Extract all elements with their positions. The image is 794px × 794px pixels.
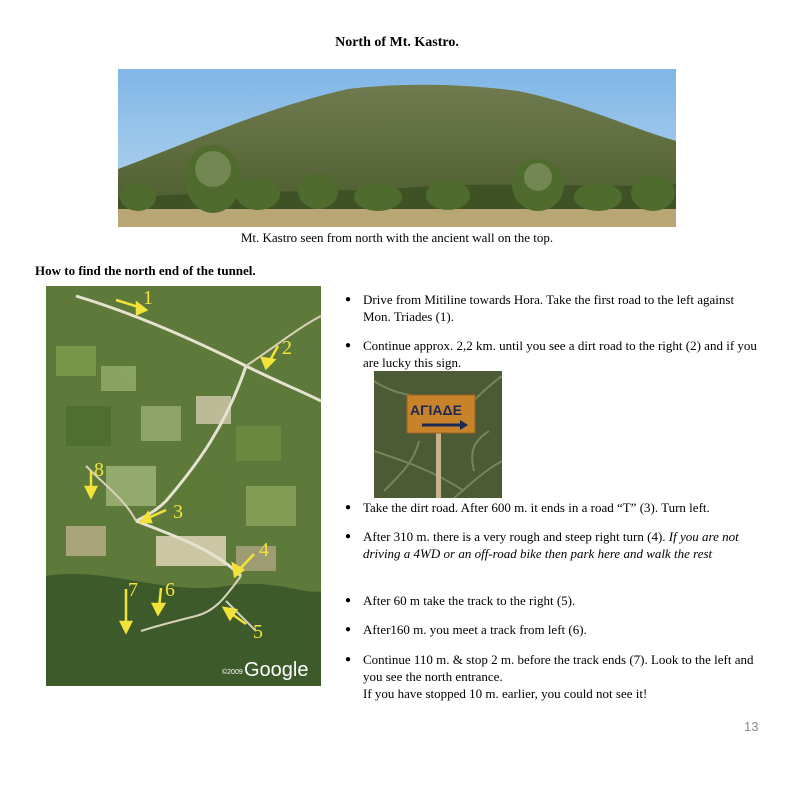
bullet-icon: ● — [345, 624, 352, 635]
map-marker-5: 5 — [253, 621, 263, 643]
bullet-icon: ● — [345, 294, 352, 305]
step-6-text: After160 m. you meet a track from left (6). — [363, 622, 587, 637]
satellite-map — [46, 286, 321, 686]
step-5-text: After 60 m take the track to the right (5). — [363, 593, 576, 608]
map-marker-4: 4 — [259, 539, 269, 561]
map-marker-2: 2 — [282, 337, 292, 359]
sign-text: ΑΓΙΑΔΕ — [410, 402, 462, 418]
map-marker-7: 7 — [128, 579, 138, 601]
step-1-text: Drive from Mitiline towards Hora. Take the first road to the left against Mon. Triades (1). — [363, 292, 735, 324]
sign-photo — [374, 371, 502, 498]
step-4-text: After 310 m. there is a very rough and steep right turn (4). — [363, 529, 666, 544]
bullet-icon: ● — [345, 531, 352, 542]
bullet-icon: ● — [345, 595, 352, 606]
mt-kastro-photo — [118, 69, 676, 227]
step-7-extra: If you have stopped 10 m. earlier, you could not see it! — [363, 686, 648, 701]
section-heading: How to find the north end of the tunnel. — [35, 263, 256, 278]
page-number: 13 — [744, 719, 759, 734]
step-4-note: If you are not driving a 4WD or an off-road bike then park here and walk the rest — [363, 529, 739, 561]
step-7-text: Continue 110 m. & stop 2 m. before the track ends (7). Look to the left and you see the north entrance. — [363, 652, 754, 684]
map-marker-6: 6 — [165, 579, 175, 601]
map-marker-8: 8 — [94, 459, 104, 481]
page-title: North of Mt. Kastro. — [335, 35, 459, 50]
google-watermark: Google — [244, 659, 309, 681]
bullet-icon: ● — [345, 340, 352, 351]
map-marker-3: 3 — [173, 501, 183, 523]
step-3-text: Take the dirt road. After 600 m. it ends in a road “T” (3). Turn left. — [363, 500, 710, 515]
photo-caption: Mt. Kastro seen from north with the ancient wall on the top. — [240, 230, 554, 245]
map-marker-1: 1 — [143, 287, 153, 309]
step-2-text: Continue approx. 2,2 km. until you see a dirt road to the right (2) and if you are lucky this sign. — [363, 338, 757, 370]
bullet-icon: ● — [345, 502, 352, 513]
map-copyright: ©2009 — [222, 669, 243, 676]
bullet-icon: ● — [345, 654, 352, 665]
